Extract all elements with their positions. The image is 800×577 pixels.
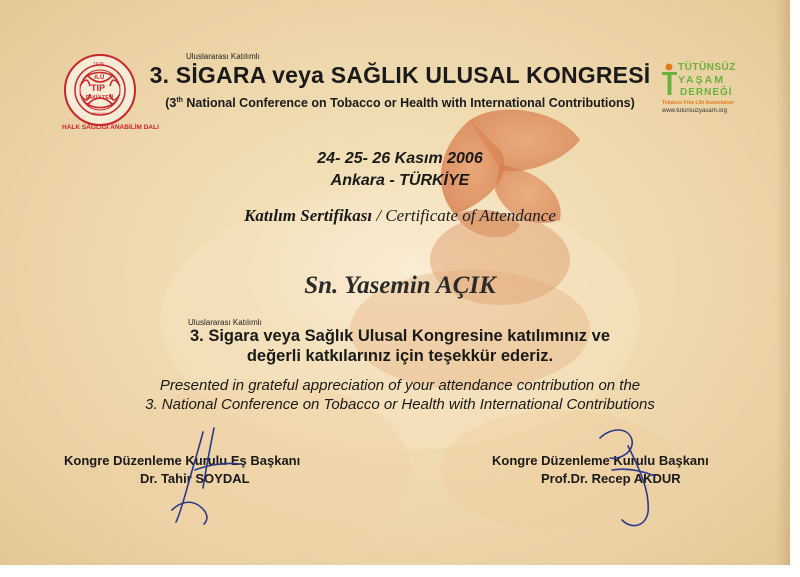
logo-word-yasam: YAŞAM	[678, 74, 725, 86]
seal-city: ANKARA	[92, 111, 109, 116]
right-signatory-name: Prof.Dr. Recep AKDUR	[541, 471, 681, 486]
header-international-label: Uluslararası Katılımlı	[186, 52, 260, 61]
congress-title: 3. SİGARA veya SAĞLIK ULUSAL KONGRESİ	[149, 62, 651, 88]
right-edge-shadow	[776, 0, 790, 577]
presented-line-1: Presented in grateful appreciation of your attendance contribution on the	[159, 377, 641, 394]
event-dates: 24- 25- 26 Kasım 2006	[317, 150, 483, 167]
logo-word-dernegi: DERNEĞİ	[680, 87, 733, 98]
seal-line1: A.Ü	[94, 75, 105, 81]
event-place: Ankara - TÜRKİYE	[330, 172, 470, 189]
thanks-line-2: değerli katkılarınız için teşekkür ederiz.	[246, 347, 554, 365]
seal-ring-text: HALK SAĞLIĞI ANABİLİM DALI	[62, 124, 159, 131]
right-margin	[790, 0, 800, 577]
body-international-label: Uluslararası Katılımlı	[188, 318, 262, 327]
seal-year: 1945	[93, 62, 105, 68]
recipient-name: Sn. Yasemin AÇIK	[304, 272, 496, 299]
presented-line-2: 3. National Conference on Tobacco or Health with International Contributions	[145, 396, 655, 413]
seal-line3: FAKÜLTESİ	[86, 95, 114, 101]
certificate-label: Katılım Sertifikası / Certificate of Attendance	[244, 206, 556, 225]
seal-line2: TIP	[91, 83, 106, 93]
logo-url: www.tutunsuzyasam.org	[662, 108, 728, 114]
logo-tagline: Tobacco Free Life Association	[662, 100, 734, 106]
right-signatory-role: Kongre Düzenleme Kurulu Başkanı	[492, 453, 709, 468]
left-signatory-role: Kongre Düzenleme Kurulu Eş Başkanı	[64, 453, 301, 468]
bottom-margin	[0, 565, 800, 577]
logo-word-tutunsuz: TÜTÜNSÜZ	[678, 62, 736, 73]
thanks-line-1: 3. Sigara veya Sağlık Ulusal Kongresine katılımınız ve	[189, 327, 610, 345]
congress-subtitle: (3th National Conference on Tobacco or Health with International Contributions)	[165, 96, 635, 110]
left-signatory-name: Dr. Tahir SOYDAL	[140, 471, 250, 486]
